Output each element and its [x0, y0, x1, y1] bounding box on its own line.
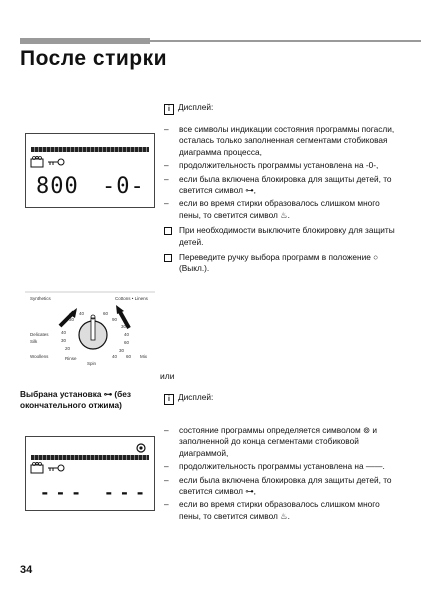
progress-bargraph-full — [31, 147, 149, 152]
dial-label-synthetics: Synthetics — [30, 296, 51, 301]
dial-temp: 30 — [119, 348, 125, 353]
dial-temp: 30 — [61, 338, 67, 343]
header-rule — [150, 40, 421, 42]
page-title: После стирки — [20, 47, 168, 70]
child-lock-key-icon — [47, 464, 65, 472]
list-item: – продолжительность программы установлена на ——. — [164, 461, 385, 472]
info-icon: i — [164, 394, 174, 405]
dial-temp: 40 — [61, 330, 67, 335]
list-item: – продолжительность программы установлена на -0-, — [164, 160, 379, 171]
instruction-item: При необходимости выключите блокировку для защиты детей. — [164, 225, 399, 248]
dial-temp: 20 — [65, 346, 71, 351]
program-end-icon — [136, 443, 146, 453]
remaining-time-readout: -0- — [102, 174, 145, 199]
section-1-text — [164, 102, 399, 275]
display-panel-no-spin — [25, 436, 155, 511]
dial-label-rinse: Rinse — [65, 356, 77, 361]
dial-temp: 40 — [112, 354, 118, 359]
checkbox-icon — [164, 254, 172, 262]
dial-temp: 40 — [124, 332, 130, 337]
section-2-text — [164, 392, 399, 522]
display-heading-label: Дисплей: — [178, 392, 214, 402]
remaining-time-readout: --- — [104, 483, 151, 502]
foam-icon — [30, 156, 44, 168]
dial-temp: 40 — [79, 311, 85, 316]
dial-label-spin: Spin — [87, 361, 97, 366]
selected-setting-note: Выбрана установка ⊶ (без окончательного отжима) — [20, 389, 131, 410]
dial-temp: 30 — [69, 317, 75, 322]
spin-speed-readout: 800 — [36, 174, 79, 199]
display-panel-after-wash — [25, 133, 155, 208]
progress-bargraph-full — [31, 455, 149, 460]
dial-temp: 90 — [112, 317, 118, 322]
or-separator: или — [160, 371, 175, 381]
dial-label-silk: Silk — [30, 339, 38, 344]
dial-label-delicates: Delicates — [30, 332, 49, 337]
display-heading — [164, 392, 399, 405]
spin-speed-readout: --- — [40, 483, 87, 502]
list-item: – все символы индикации состояния программы погасли, осталась только заполненная сегментами стобиковая диаграмма процесса, — [164, 124, 395, 157]
dial-temp: 30 — [121, 324, 127, 329]
header-accent-bar — [20, 38, 150, 44]
list-item: – если во время стирки образовалось слишком много пены, то светится символ ♨. — [164, 198, 380, 220]
display-heading-label: Дисплей: — [178, 102, 214, 112]
list-item: – если была включена блокировка для защиты детей, то светится символ ⊶, — [164, 173, 392, 196]
dial-temp: 60 — [124, 340, 130, 345]
display-heading — [164, 102, 399, 115]
info-icon: i — [164, 104, 174, 115]
checkbox-icon — [164, 227, 172, 235]
list-item: – если во время стирки образовалось слишком много пены, то светится символ ♨. — [164, 499, 380, 521]
program-selector-dial — [25, 290, 155, 366]
dial-temp: 60 — [103, 311, 109, 316]
dial-label-woollens: Woollens — [30, 354, 49, 359]
page-number: 34 — [20, 564, 33, 576]
dial-label-mix: Mix — [140, 354, 147, 359]
list-item: – если была включена блокировка для защиты детей, то светится символ ⊶, — [164, 474, 392, 497]
foam-icon — [30, 462, 44, 474]
dial-temp: 60 — [126, 354, 132, 359]
list-item: – состояние программы определяется символом ⊚ и заполненной до конца сегментами стобиковой диаграммой, — [164, 425, 377, 458]
dial-label-cottons: Cottons • Linens — [115, 296, 148, 301]
instruction-item: Переведите ручку выбора программ в положение ○ (Выкл.). — [164, 252, 399, 275]
child-lock-key-icon — [47, 158, 65, 166]
